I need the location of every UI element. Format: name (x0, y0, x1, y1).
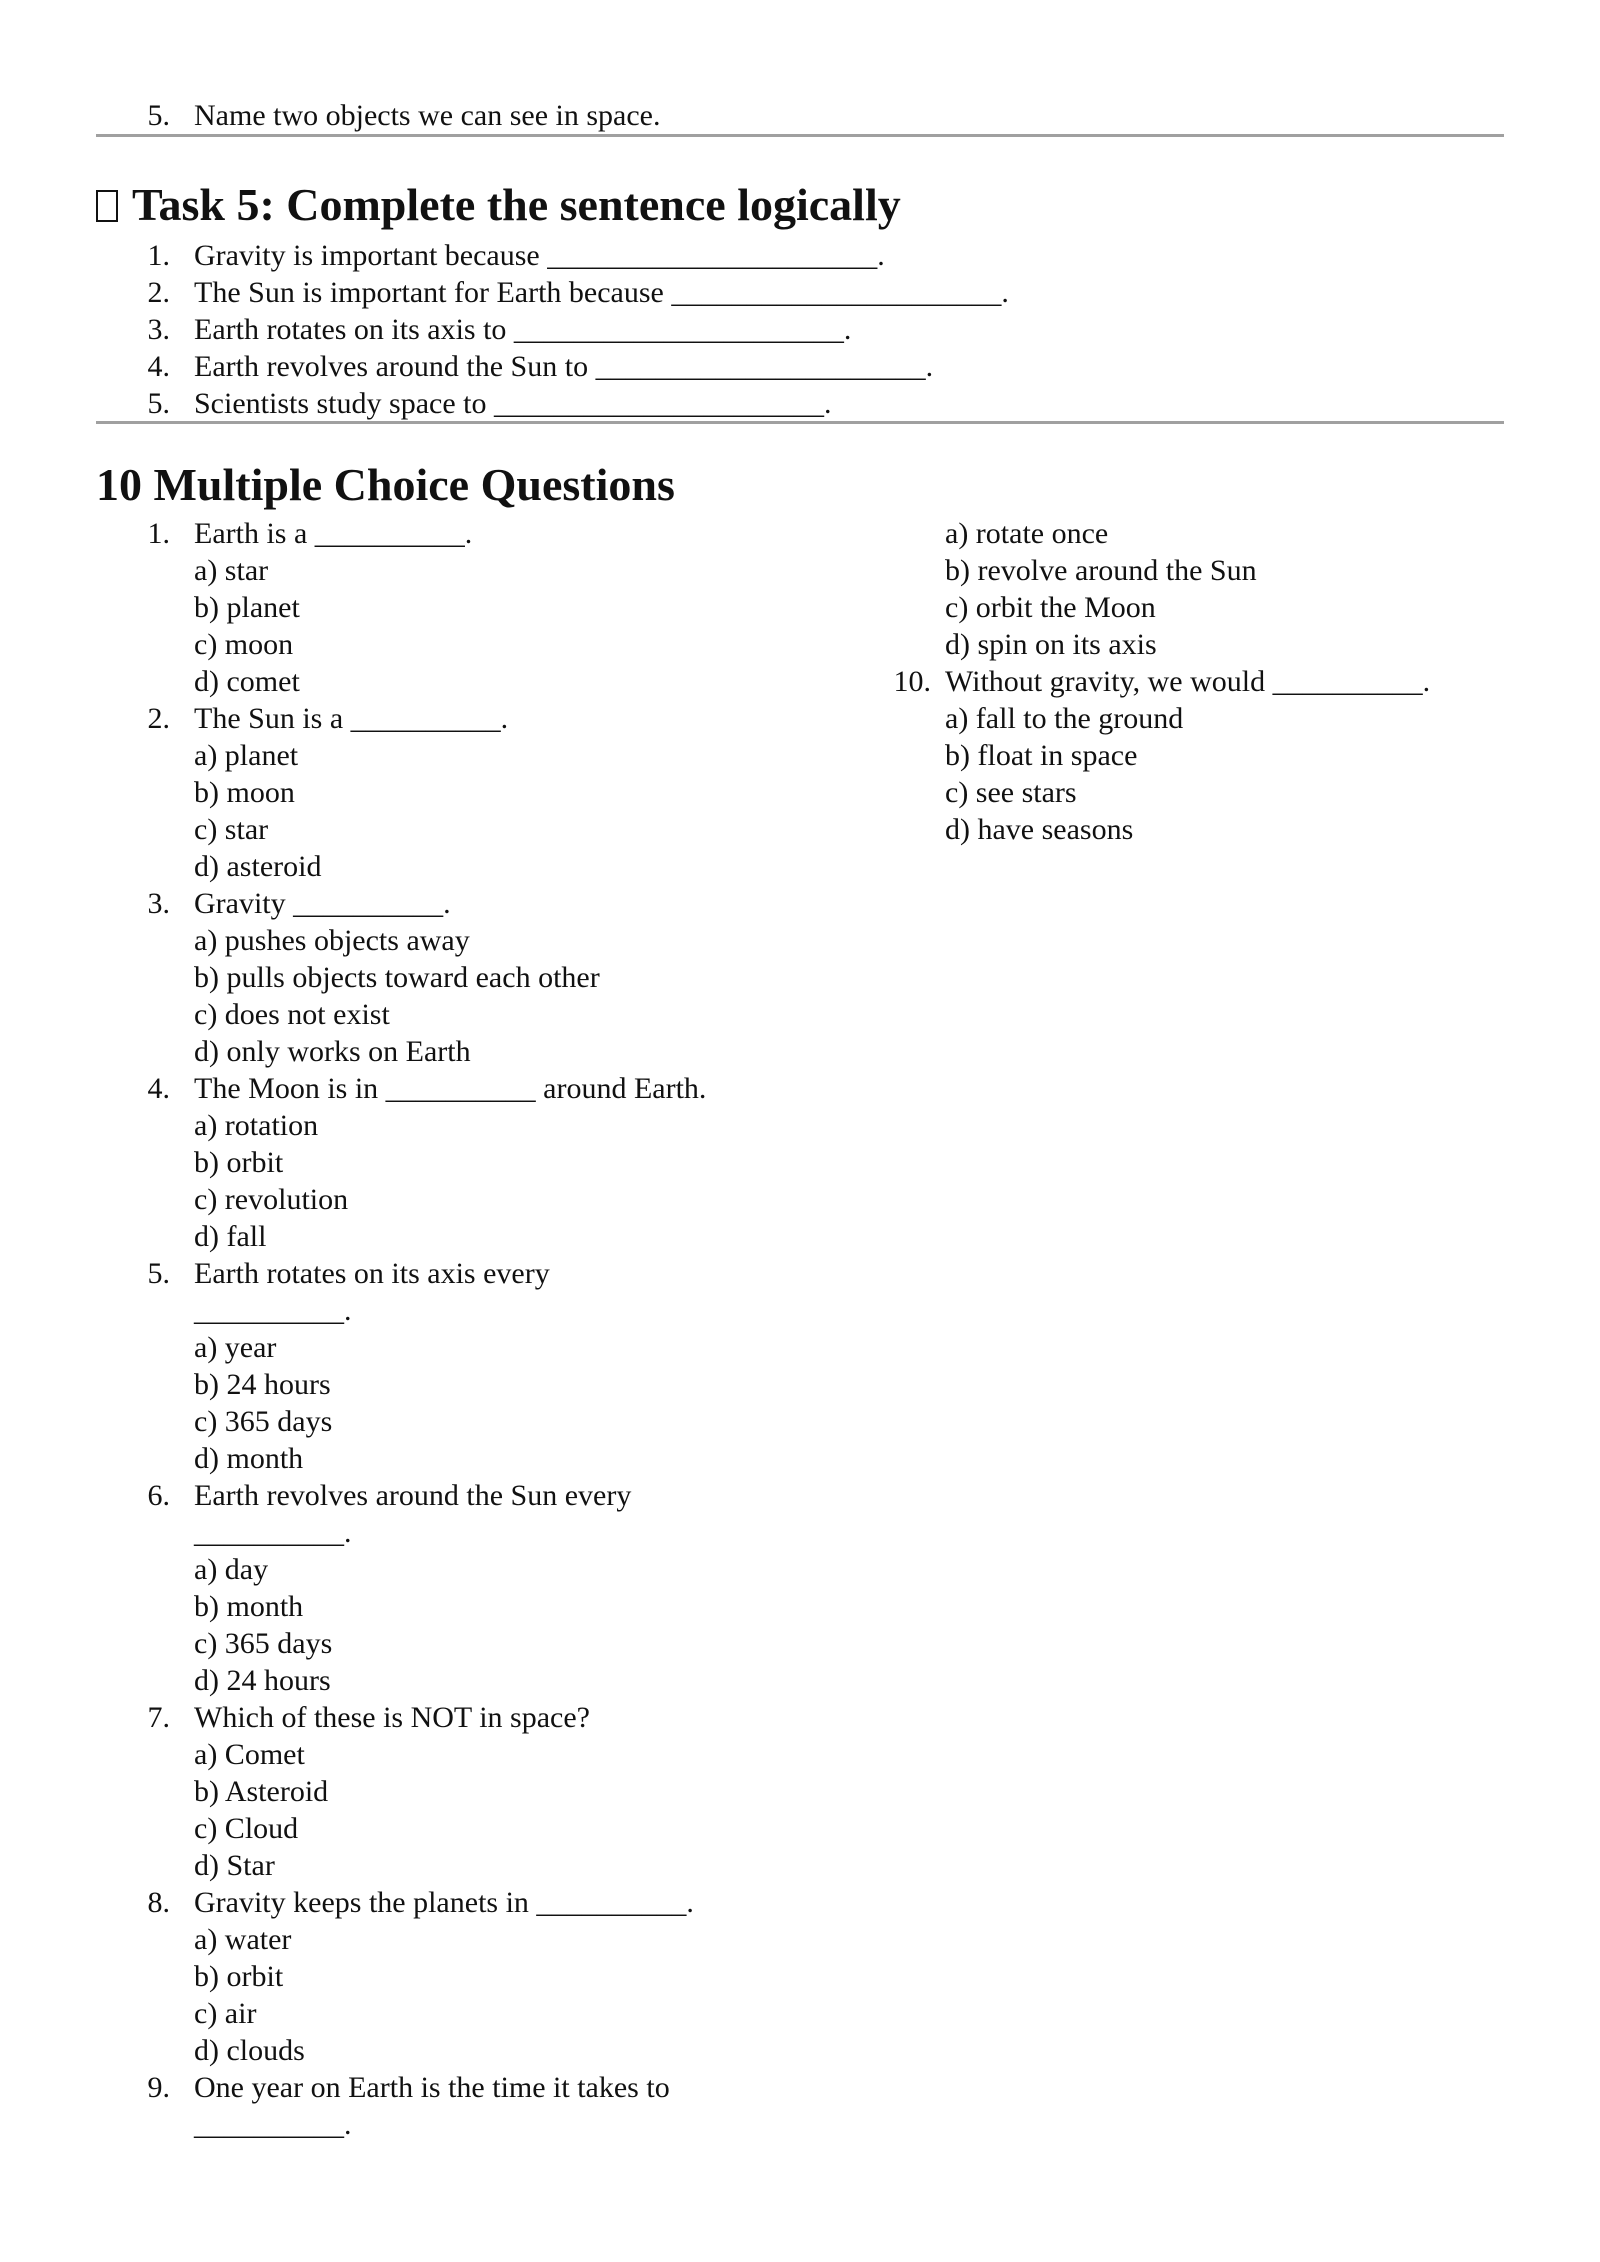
mcq-heading: 10 Multiple Choice Questions (96, 459, 675, 510)
answer-option: c) Cloud (194, 1812, 299, 1845)
answer-option: a) fall to the ground (945, 702, 1184, 735)
answer-option: d) 24 hours (194, 1664, 331, 1697)
question-text: Without gravity, we would __________. (945, 665, 1431, 698)
answer-option: c) 365 days (194, 1627, 333, 1660)
answer-option: b) planet (194, 591, 300, 624)
task5-item-text: Earth revolves around the Sun to ______________________. (194, 350, 934, 383)
answer-option: c) see stars (945, 776, 1077, 809)
answer-option: d) spin on its axis (945, 628, 1157, 661)
question-number: 4. (147, 1072, 170, 1105)
answer-option: a) Comet (194, 1738, 305, 1771)
task5-heading (96, 178, 901, 232)
answer-option: a) pushes objects away (194, 924, 470, 957)
answer-option: b) float in space (945, 739, 1138, 772)
answer-option: c) air (194, 1997, 257, 2030)
answer-option: b) revolve around the Sun (945, 554, 1257, 587)
answer-option: d) fall (194, 1220, 267, 1253)
task4-item-text: Name two objects we can see in space. (194, 99, 661, 132)
answer-option: c) revolution (194, 1183, 349, 1216)
question-text: Gravity keeps the planets in __________. (194, 1886, 694, 1919)
question-number: 9. (147, 2071, 170, 2104)
question-number: 1. (147, 517, 170, 550)
answer-option: c) orbit the Moon (945, 591, 1156, 624)
answer-option: c) moon (194, 628, 294, 661)
question-text: Earth is a __________. (194, 517, 473, 550)
answer-option: b) month (194, 1590, 304, 1623)
task5-item-number: 1. (147, 239, 170, 272)
task5-title: Task 5: Complete the sentence logically (132, 179, 901, 230)
answer-option: b) pulls objects toward each other (194, 961, 600, 994)
question-text: One year on Earth is the time it takes to (194, 2071, 670, 2104)
task5-item-text: The Sun is important for Earth because ______________________. (194, 276, 1009, 309)
answer-option: a) day (194, 1553, 269, 1586)
answer-option: a) rotation (194, 1109, 319, 1142)
question-text: Earth rotates on its axis every (194, 1257, 550, 1290)
answer-option: d) clouds (194, 2034, 305, 2067)
question-text-continued: __________. (194, 2108, 352, 2141)
answer-option: d) only works on Earth (194, 1035, 471, 1068)
answer-option: b) 24 hours (194, 1368, 331, 1401)
question-number: 7. (147, 1701, 170, 1734)
answer-option: d) comet (194, 665, 300, 698)
answer-option: b) orbit (194, 1146, 284, 1179)
section-divider (96, 421, 1504, 424)
answer-option: b) Asteroid (194, 1775, 329, 1808)
task4-item-number: 5. (147, 99, 170, 132)
task5-item-text: Earth rotates on its axis to ______________________. (194, 313, 852, 346)
question-text: The Sun is a __________. (194, 702, 509, 735)
missing-glyph-icon (96, 190, 118, 222)
task5-item-text: Scientists study space to ______________________. (194, 387, 832, 420)
task5-item-number: 2. (147, 276, 170, 309)
answer-option: a) water (194, 1923, 292, 1956)
question-text: Earth revolves around the Sun every (194, 1479, 632, 1512)
question-text: Gravity __________. (194, 887, 451, 920)
answer-option: d) asteroid (194, 850, 322, 883)
question-text-continued: __________. (194, 1516, 352, 1549)
answer-option: c) 365 days (194, 1405, 333, 1438)
task5-item-number: 5. (147, 387, 170, 420)
question-text-continued: __________. (194, 1294, 352, 1327)
question-text: Which of these is NOT in space? (194, 1701, 590, 1734)
question-text: The Moon is in __________ around Earth. (194, 1072, 707, 1105)
question-number: 10. (893, 665, 931, 698)
answer-option: a) star (194, 554, 269, 587)
section-divider (96, 134, 1504, 137)
question-number: 8. (147, 1886, 170, 1919)
question-number: 2. (147, 702, 170, 735)
answer-option: a) rotate once (945, 517, 1109, 550)
answer-option: b) orbit (194, 1960, 284, 1993)
question-number: 3. (147, 887, 170, 920)
answer-option: d) Star (194, 1849, 275, 1882)
question-number: 6. (147, 1479, 170, 1512)
answer-option: b) moon (194, 776, 295, 809)
answer-option: a) year (194, 1331, 277, 1364)
task5-item-text: Gravity is important because ______________________. (194, 239, 885, 272)
answer-option: c) star (194, 813, 269, 846)
task5-item-number: 3. (147, 313, 170, 346)
answer-option: d) have seasons (945, 813, 1134, 846)
answer-option: d) month (194, 1442, 304, 1475)
task5-item-number: 4. (147, 350, 170, 383)
question-number: 5. (147, 1257, 170, 1290)
answer-option: c) does not exist (194, 998, 390, 1031)
answer-option: a) planet (194, 739, 299, 772)
